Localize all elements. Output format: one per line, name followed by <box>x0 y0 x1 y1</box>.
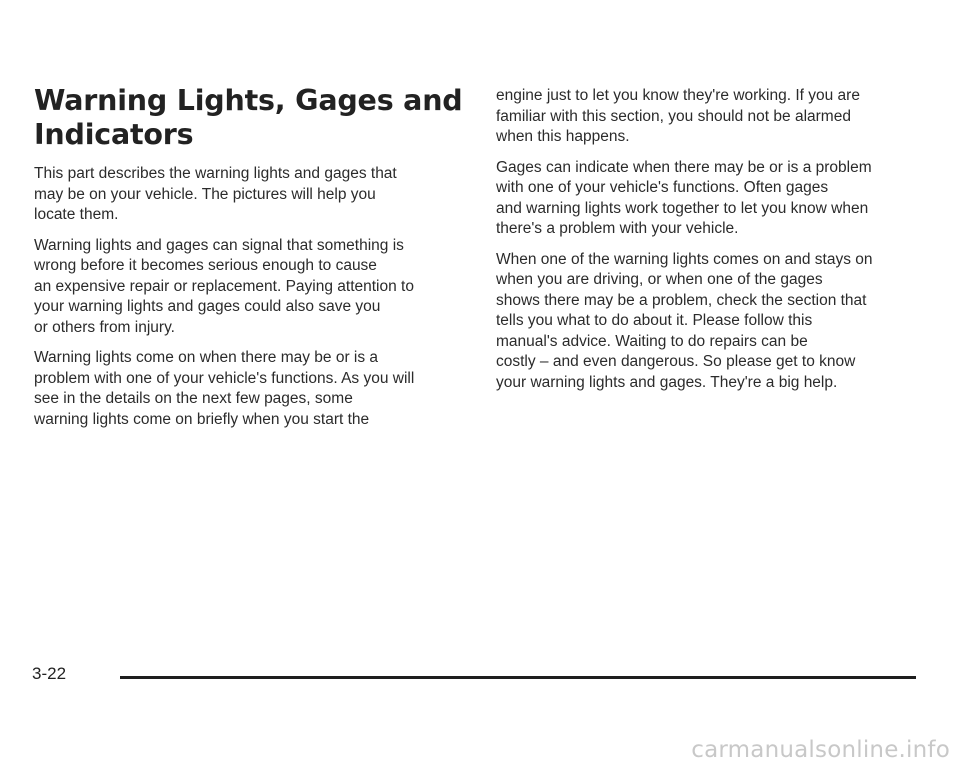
left-paragraph-1 <box>34 164 464 226</box>
text-line: with one of your vehicle's functions. Often gages <box>496 179 829 196</box>
text-line: engine just to let you know they're working. If you are <box>496 87 860 104</box>
right-paragraph-1 <box>496 86 916 148</box>
text-line: or others from injury. <box>34 318 175 336</box>
left-column <box>34 84 464 440</box>
watermark: carmanualsonline.info <box>691 737 950 763</box>
text-line: an expensive repair or replacement. Paying attention to <box>34 277 414 295</box>
right-column <box>496 86 916 403</box>
text-line: wrong before it becomes serious enough to cause <box>34 257 377 274</box>
left-paragraph-3 <box>34 348 464 430</box>
text-line: Warning lights and gages can signal that something is <box>34 236 404 254</box>
text-line: locate them. <box>34 206 119 223</box>
text-line: your warning lights and gages could also save you <box>34 298 381 315</box>
text-line: manual's advice. Waiting to do repairs can be <box>496 332 808 350</box>
text-line: problem with one of your vehicle's functions. As you will <box>34 369 415 387</box>
section-heading <box>34 84 464 152</box>
text-line: When one of the warning lights comes on and stays on <box>496 250 873 268</box>
text-line: and warning lights work together to let you know when <box>496 199 869 217</box>
right-paragraph-3 <box>496 250 916 394</box>
text-line: familiar with this section, you should not be alarmed <box>496 107 851 125</box>
right-paragraph-2 <box>496 158 916 240</box>
left-paragraph-2 <box>34 236 464 339</box>
text-line: shows there may be a problem, check the section that <box>496 291 867 309</box>
text-line: see in the details on the next few pages, some <box>34 390 353 407</box>
text-line: when you are driving, or when one of the gages <box>496 271 823 288</box>
text-line: may be on your vehicle. The pictures will help you <box>34 185 376 203</box>
heading-line-2: Indicators <box>34 118 194 151</box>
footer-rule <box>120 676 916 679</box>
text-line: Gages can indicate when there may be or is a problem <box>496 158 872 176</box>
text-line: This part describes the warning lights and gages that <box>34 165 397 182</box>
text-line: tells you what to do about it. Please follow this <box>496 312 813 329</box>
text-line: when this happens. <box>496 128 630 145</box>
text-line: there's a problem with your vehicle. <box>496 220 739 237</box>
text-line: costly – and even dangerous. So please get to know <box>496 353 856 370</box>
text-line: warning lights come on briefly when you start the <box>34 410 370 428</box>
page-number: 3-22 <box>32 664 67 683</box>
text-line: Warning lights come on when there may be or is a <box>34 349 379 366</box>
heading-line-1: Warning Lights, Gages and <box>34 84 463 117</box>
text-line: your warning lights and gages. They're a big help. <box>496 373 838 391</box>
